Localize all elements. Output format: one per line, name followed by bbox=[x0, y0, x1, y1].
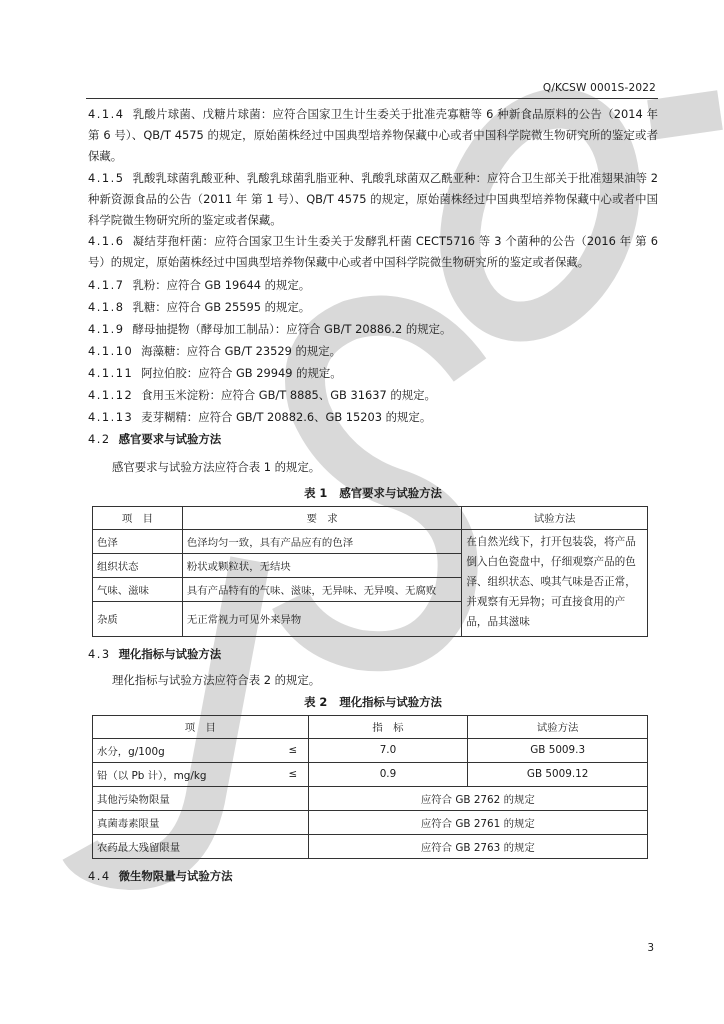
table-1-title: 表 1 感官要求与试验方法 bbox=[304, 485, 442, 500]
table-header-cell: 项 目 bbox=[93, 715, 309, 738]
watermark-letter-b bbox=[650, 110, 720, 120]
clause-4-1-13: 4.1.13 麦芽糊精：应符合 GB/T 20882.6、GB 15203 的规定。 bbox=[88, 409, 432, 424]
table-cell-operator: ≤ bbox=[278, 762, 308, 786]
table-cell-item: 其他污染物限量 bbox=[93, 786, 309, 810]
section-4-3-intro: 理化指标与试验方法应符合表 2 的规定。 bbox=[112, 672, 321, 687]
table-row bbox=[93, 529, 648, 553]
table-cell-item: 水分，g/100g bbox=[93, 738, 279, 762]
physicochemical-table bbox=[92, 715, 648, 859]
clause-4-1-7: 4.1.7 乳粉：应符合 GB 19644 的规定。 bbox=[88, 277, 311, 292]
clause-4-1-4: 4.1.4 乳酸片球菌、戊糖片球菌：应符合国家卫生计生委关于批准壳寡糖等 6 种新食品原料的公告（2014 年 第 6 号）、QB/T 4575 的规定，原始菌株经过中国典型培养物保藏中心或者中国科学院微生物研究所的鉴定或者保藏。 bbox=[88, 107, 658, 164]
table-header-cell: 试验方法 bbox=[462, 506, 648, 529]
table-header-cell: 要 求 bbox=[182, 506, 461, 529]
clause-4-1-9: 4.1.9 酵母抽提物（酵母加工制品）：应符合 GB/T 20886.2 的规定。 bbox=[88, 321, 452, 336]
table-cell-item: 色泽 bbox=[93, 529, 183, 553]
clause-4-1-10: 4.1.10 海藻糖：应符合 GB/T 23529 的规定。 bbox=[88, 343, 342, 358]
table-cell-value: 7.0 bbox=[308, 738, 468, 762]
clause-4-1-6: 4.1.6 凝结芽孢杆菌：应符合国家卫生计生委关于发酵乳杆菌 CECT5716 等 3 个菌种的公告（2016 年 第 6 号）的规定，原始菌株经过中国典型培养物保藏中心或者中国科学院微生物研究所的鉴定或者保藏。 bbox=[88, 234, 658, 270]
table-row bbox=[93, 762, 648, 786]
main-content bbox=[88, 104, 658, 887]
table-cell-requirement: 粉状或颗粒状，无结块 bbox=[182, 553, 461, 577]
table-cell-item: 组织状态 bbox=[93, 553, 183, 577]
table-cell-item: 铅（以 Pb 计），mg/kg bbox=[93, 762, 279, 786]
table-cell-method: GB 5009.12 bbox=[468, 762, 648, 786]
table-cell-value: 0.9 bbox=[308, 762, 468, 786]
table-header-cell: 项 目 bbox=[93, 506, 183, 529]
table-cell-operator: ≤ bbox=[278, 738, 308, 762]
table-cell-merged: 应符合 GB 2761 的规定 bbox=[308, 810, 647, 834]
table-cell-requirement: 色泽均匀一致，具有产品应有的色泽 bbox=[182, 529, 461, 553]
sensory-table bbox=[92, 506, 648, 637]
section-4-2-heading: 4.2 感官要求与试验方法 bbox=[88, 431, 222, 446]
header-divider bbox=[86, 98, 658, 99]
table-cell-item: 农药最大残留限量 bbox=[93, 834, 309, 858]
table-row bbox=[93, 810, 648, 834]
table-row bbox=[93, 738, 648, 762]
table-header-row bbox=[93, 506, 648, 529]
table-row bbox=[93, 786, 648, 810]
page-number: 3 bbox=[647, 942, 654, 954]
table-header-cell: 试验方法 bbox=[468, 715, 648, 738]
table-cell-requirement: 无正常视力可见外来异物 bbox=[182, 601, 461, 636]
table-2-title: 表 2 理化指标与试验方法 bbox=[304, 694, 442, 709]
clause-4-1-8: 4.1.8 乳糖：应符合 GB 25595 的规定。 bbox=[88, 299, 311, 314]
table-row bbox=[93, 834, 648, 858]
section-4-3-heading: 4.3 理化指标与试验方法 bbox=[88, 646, 222, 661]
document-code: Q/KCSW 0001S-2022 bbox=[542, 82, 656, 94]
table-cell-requirement: 具有产品特有的气味、滋味，无异味、无异嗅、无腐败 bbox=[182, 577, 461, 601]
clause-4-1-5: 4.1.5 乳酸乳球菌乳酸亚种、乳酸乳球菌乳脂亚种、乳酸乳球菌双乙酰亚种：应符合卫生部关于批准翅果油等 2 种新资源食品的公告（2011 年 第 1 号）、QB/T 4575 的规定，原始菌株经过中国典型培养物保藏中心或者中国科学院微生物研究所的鉴定或者保藏。 bbox=[88, 170, 658, 228]
table-header-cell: 指 标 bbox=[308, 715, 468, 738]
table-header-row bbox=[93, 715, 648, 738]
table-cell-merged: 应符合 GB 2762 的规定 bbox=[308, 786, 647, 810]
table-cell-item: 气味、滋味 bbox=[93, 577, 183, 601]
table-cell-method: GB 5009.3 bbox=[468, 738, 648, 762]
table-cell-merged: 应符合 GB 2763 的规定 bbox=[308, 834, 647, 858]
section-4-4-heading: 4.4 微生物限量与试验方法 bbox=[88, 868, 233, 883]
table-cell-method: 在自然光线下，打开包装袋，将产品倒入白色瓷盘中，仔细观察产品的色泽、组织状态、嗅其气味是否正常，并观察有无异物；可直接食用的产品，品其滋味 bbox=[462, 529, 648, 636]
clause-4-1-11: 4.1.11 阿拉伯胶：应符合 GB 29949 的规定。 bbox=[88, 365, 342, 380]
table-cell-item: 杂质 bbox=[93, 601, 183, 636]
clause-4-1-12: 4.1.12 食用玉米淀粉：应符合 GB/T 8885、GB 31637 的规定。 bbox=[88, 387, 436, 402]
section-4-2-intro: 感官要求与试验方法应符合表 1 的规定。 bbox=[112, 459, 321, 474]
table-cell-item: 真菌毒素限量 bbox=[93, 810, 309, 834]
